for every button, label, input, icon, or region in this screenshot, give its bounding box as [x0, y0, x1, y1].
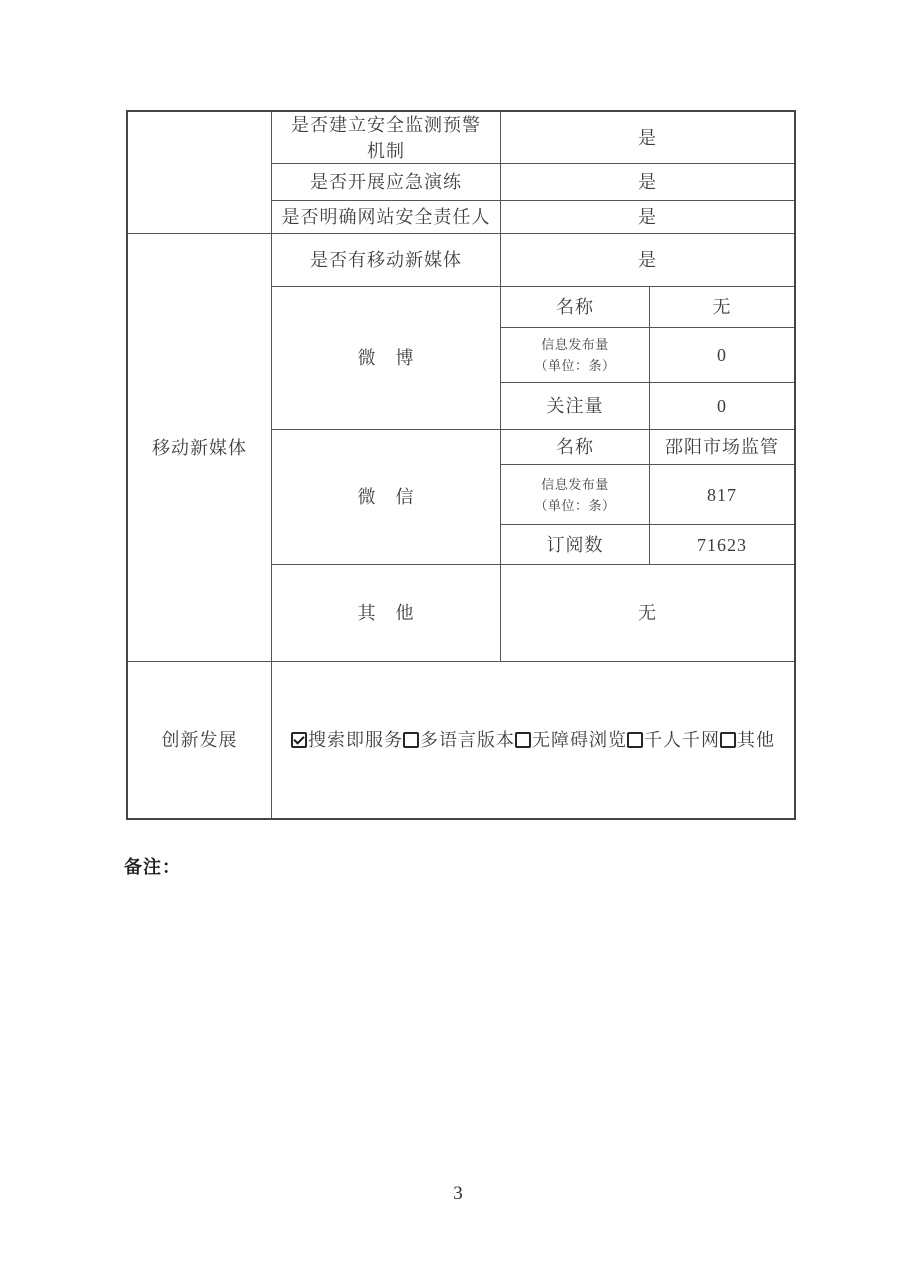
weibo-posts-label [501, 328, 650, 382]
emergency-drill-label: 是否开展应急演练 [272, 164, 501, 200]
table-row [501, 328, 794, 383]
security-officer-label: 是否明确网站安全责任人 [272, 201, 501, 233]
checkbox-icon[interactable] [515, 732, 531, 748]
wechat-subscribers-label: 订阅数 [501, 525, 650, 564]
has-mobile-media-value: 是 [638, 250, 657, 270]
security-monitor-label [272, 112, 501, 163]
checkbox-icon[interactable] [720, 732, 736, 748]
wechat-name-label: 名称 [501, 430, 650, 464]
annual-report-table [126, 110, 796, 820]
innovation-options [272, 662, 794, 818]
wechat-posts-label [501, 465, 650, 524]
remarks-label: 备注： [124, 857, 181, 877]
weibo-block [272, 287, 794, 430]
innovation-option-label: 多语言版本 [420, 730, 515, 750]
innovation-option-label: 搜索即服务 [308, 730, 403, 750]
innovation-option [627, 727, 720, 753]
weibo-followers-value: 0 [717, 396, 727, 416]
innovation-option [291, 727, 403, 753]
label-line: 是否建立安全监测预警 [291, 114, 481, 135]
label-line: （单位：条） [534, 497, 616, 513]
checkbox-icon[interactable] [627, 732, 643, 748]
innovation-section [128, 662, 794, 818]
has-mobile-media-label: 是否有移动新媒体 [272, 234, 501, 286]
wechat-title: 微 信 [272, 430, 501, 564]
mobile-media-section [128, 234, 794, 662]
innovation-option [403, 727, 515, 753]
wechat-subscribers-value: 71623 [697, 534, 747, 555]
other-media-title: 其 他 [272, 565, 501, 661]
table-row [272, 201, 794, 233]
weibo-name-value: 无 [712, 297, 732, 317]
security-officer-value: 是 [638, 207, 657, 227]
checkbox-icon[interactable] [403, 732, 419, 748]
table-row [501, 465, 794, 525]
table-row [501, 287, 794, 328]
label-line: 信息发布量 [541, 337, 609, 352]
innovation-section-title: 创新发展 [128, 662, 272, 818]
table-row [272, 234, 794, 287]
table-row [272, 164, 794, 201]
website-security-section [128, 112, 794, 234]
innovation-option-label: 无障碍浏览 [532, 730, 627, 750]
weibo-posts-value: 0 [717, 345, 727, 365]
wechat-name-value: 邵阳市场监管 [665, 437, 779, 457]
innovation-option [515, 727, 627, 753]
weibo-followers-label: 关注量 [501, 383, 650, 429]
security-monitor-value: 是 [638, 127, 657, 148]
mobile-media-section-title: 移动新媒体 [128, 234, 272, 661]
table-row [501, 430, 794, 465]
wechat-block [272, 430, 794, 565]
innovation-option [720, 727, 775, 753]
security-section-category-cell [128, 112, 272, 233]
wechat-posts-value: 817 [707, 484, 737, 505]
label-line: 机制 [367, 140, 405, 161]
page-number: 3 [453, 1183, 463, 1204]
innovation-option-label: 其他 [737, 730, 775, 750]
weibo-title: 微 博 [272, 287, 501, 429]
label-line: （单位：条） [534, 358, 616, 373]
label-line: 信息发布量 [541, 476, 609, 492]
innovation-option-label: 千人千网 [644, 730, 720, 750]
other-media-value: 无 [638, 603, 657, 623]
table-row [501, 525, 794, 564]
table-row [272, 112, 794, 164]
table-row [501, 383, 794, 429]
checkbox-icon[interactable] [291, 732, 307, 748]
other-media-block [272, 565, 794, 661]
emergency-drill-value: 是 [638, 172, 657, 192]
weibo-name-label: 名称 [501, 287, 650, 327]
